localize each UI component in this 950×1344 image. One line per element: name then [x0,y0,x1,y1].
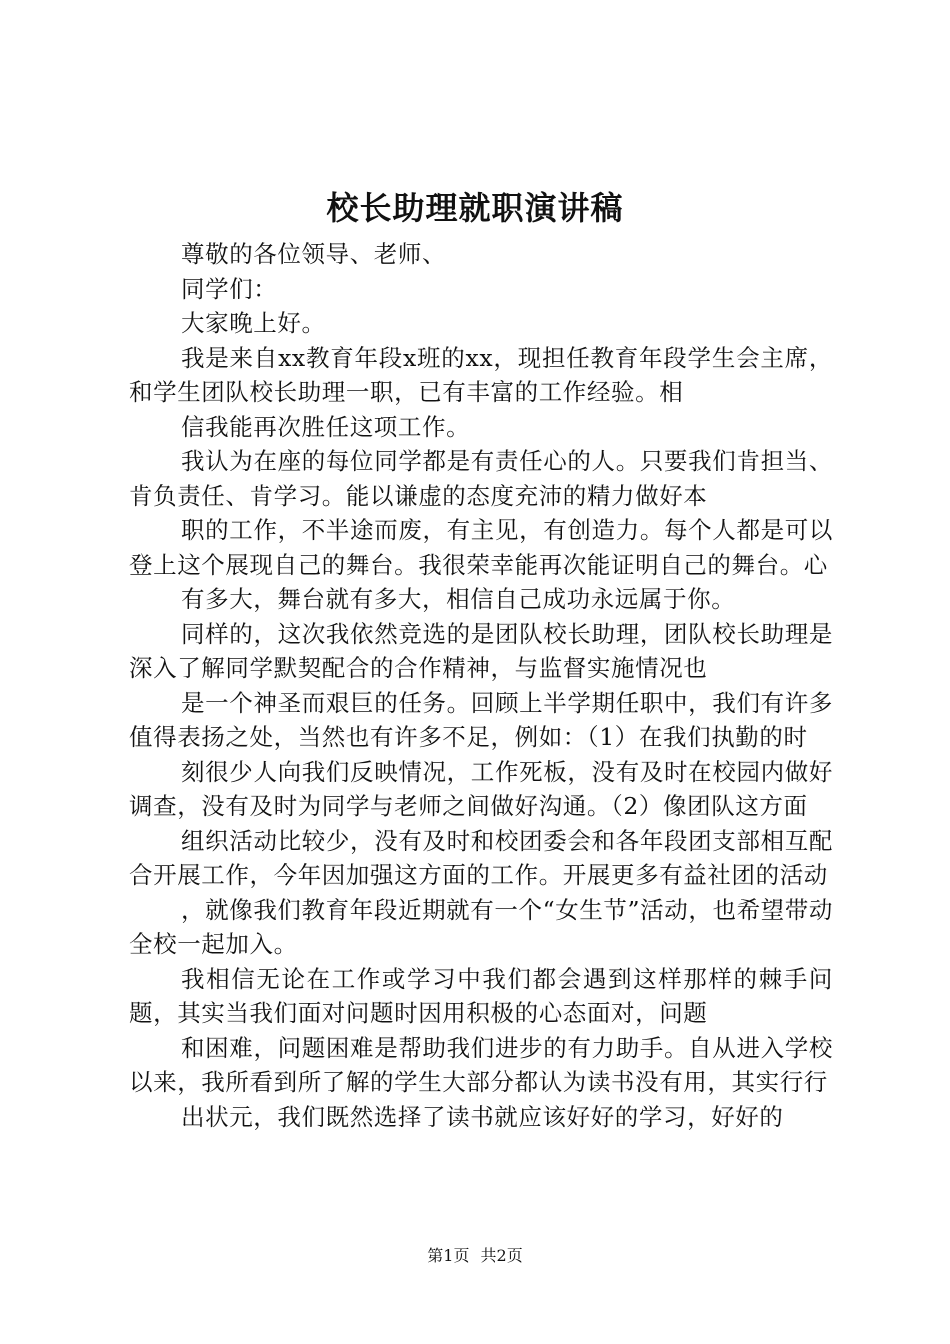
document-body [129,237,833,1134]
paragraph: 我是来自xx教育年段x班的xx，现担任教育年段学生会主席，和学生团队校长助理一职，已有丰富的工作经验。相 [129,343,833,406]
paragraph: 大家晚上好。 [181,309,326,337]
paragraph: 同样的，这次我依然竞选的是团队校长助理，团队校长助理是深入了解同学默契配合的合作精神，与监督实施情况也 [129,619,833,682]
paragraph: 同学们： [181,274,278,303]
document-title: 校长助理就职演讲稿 [326,189,624,227]
paragraph: 组织活动比较少，没有及时和校团委会和各年段团支部相互配合开展工作，今年因加强这方面的工作。开展更多有益社团的活动 [129,826,833,889]
page-number-total: 共2页 [480,1246,523,1265]
paragraph: 信我能再次胜任这项工作。 [181,412,471,441]
paragraph: 刻很少人向我们反映情况，工作死板，没有及时在校园内做好调查，没有及时为同学与老师之间做好沟通。（2）像团队这方面 [129,757,833,820]
paragraph: 我相信无论在工作或学习中我们都会遇到这样那样的棘手问题，其实当我们面对问题时因用积极的心态面对，问题 [129,964,833,1027]
paragraph: 是一个神圣而艰巨的任务。回顾上半学期任职中，我们有许多值得表扬之处，当然也有许多不足，例如：（1）在我们执勤的时 [129,688,833,751]
paragraph: 我认为在座的每位同学都是有责任心的人。只要我们肯担当、肯负责任、肯学习。能以谦虚的态度充沛的精力做好本 [129,447,833,510]
paragraph: 和困难，问题困难是帮助我们进步的有力助手。自从进入学校以来，我所看到所了解的学生大部分都认为读书没有用，其实行行 [129,1033,833,1096]
page-number-current: 第1页 [427,1246,470,1265]
paragraph: ，就像我们教育年段近期就有一个“女生节”活动，也希望带动全校一起加入。 [129,895,833,958]
paragraph: 有多大，舞台就有多大，相信自己成功永远属于你。 [181,585,736,613]
paragraph: 尊敬的各位领导、老师、 [181,240,447,268]
page-footer [0,1245,950,1267]
paragraph: 出状元，我们既然选择了读书就应该好好的学习，好好的 [181,1102,784,1131]
paragraph: 职的工作，不半途而废，有主见，有创造力。每个人都是可以登上这个展现自己的舞台。我很荣幸能再次能证明自己的舞台。心 [129,516,833,579]
